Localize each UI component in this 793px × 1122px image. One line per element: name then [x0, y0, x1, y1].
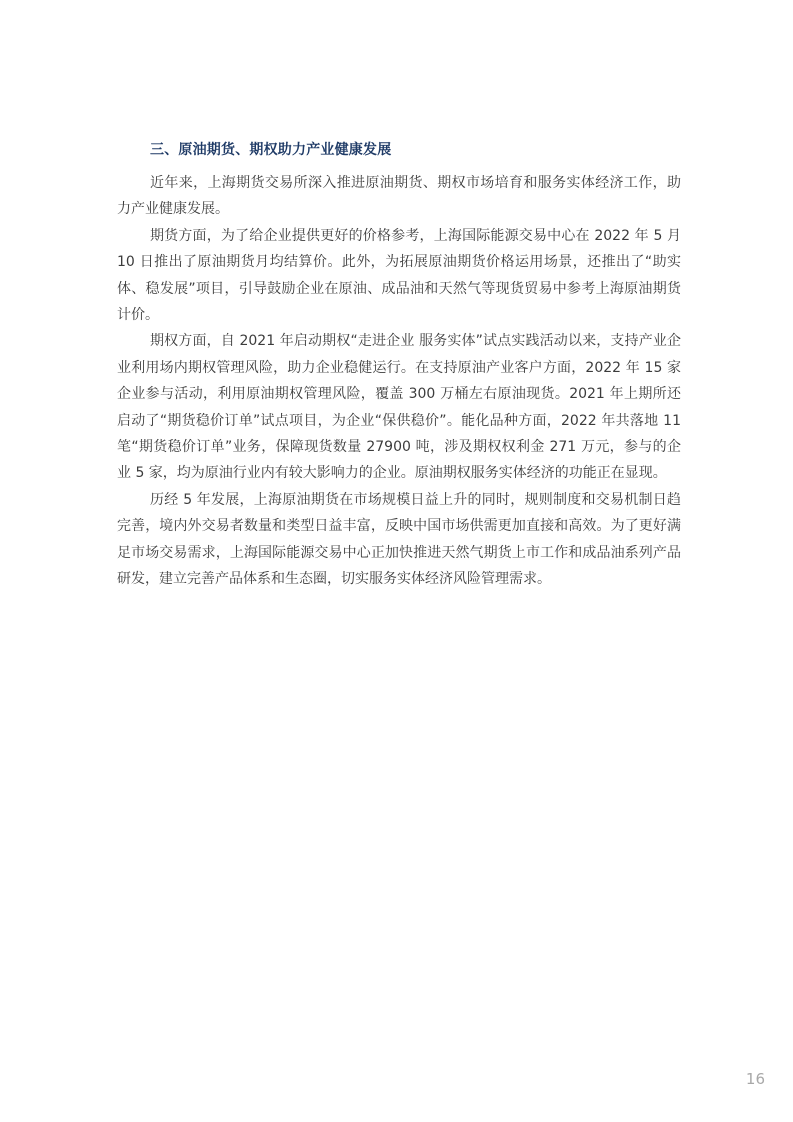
paragraph-futures: 期货方面，为了给企业提供更好的价格参考，上海国际能源交易中心在 2022 年 5 月 10 日推出了原油期货月均结算价。此外，为拓展原油期货价格运用场景，还推出了“助实体、稳发展”项目，引导鼓励企业在原油、成品油和天然气等现货贸易中参考上海原油期货计价。: [117, 227, 681, 324]
paragraph-development: 历经 5 年发展，上海原油期货在市场规模日益上升的同时，规则制度和交易机制日趋完善，境内外交易者数量和类型日益丰富，反映中国市场供需更加直接和高效。为了更好满足市场交易需求，上海国际能源交易中心正加快推进天然气期货上市工作和成品油系列产品研发，建立完善产品体系和生态圈，切实服务实体经济风险管理需求。: [117, 491, 681, 588]
page-number: 16: [745, 1070, 765, 1088]
page-content: [117, 138, 681, 593]
paragraph-options: 期权方面，自 2021 年启动期权“走进企业 服务实体”试点实践活动以来，支持产业企业利用场内期权管理风险，助力企业稳健运行。在支持原油产业客户方面，2022 年 15 家企业参与活动，利用原油期权管理风险，覆盖 300 万桶左右原油现货。2021 年上期所还启动了“期货稳价订单”试点项目，为企业“保供稳价”。能化品种方面，2022 年共落地 11 笔“期货稳价订单”业务，保障现货数量 27900 吨，涉及期权权利金 271 万元，参与的企业 5 家，均为原油行业内有较大影响力的企业。原油期权服务实体经济的功能正在显现。: [117, 333, 681, 482]
paragraph-intro: 近年来，上海期货交易所深入推进原油期货、期权市场培育和服务实体经济工作，助力产业健康发展。: [117, 175, 681, 218]
section-heading: 三、原油期货、期权助力产业健康发展: [150, 142, 392, 158]
